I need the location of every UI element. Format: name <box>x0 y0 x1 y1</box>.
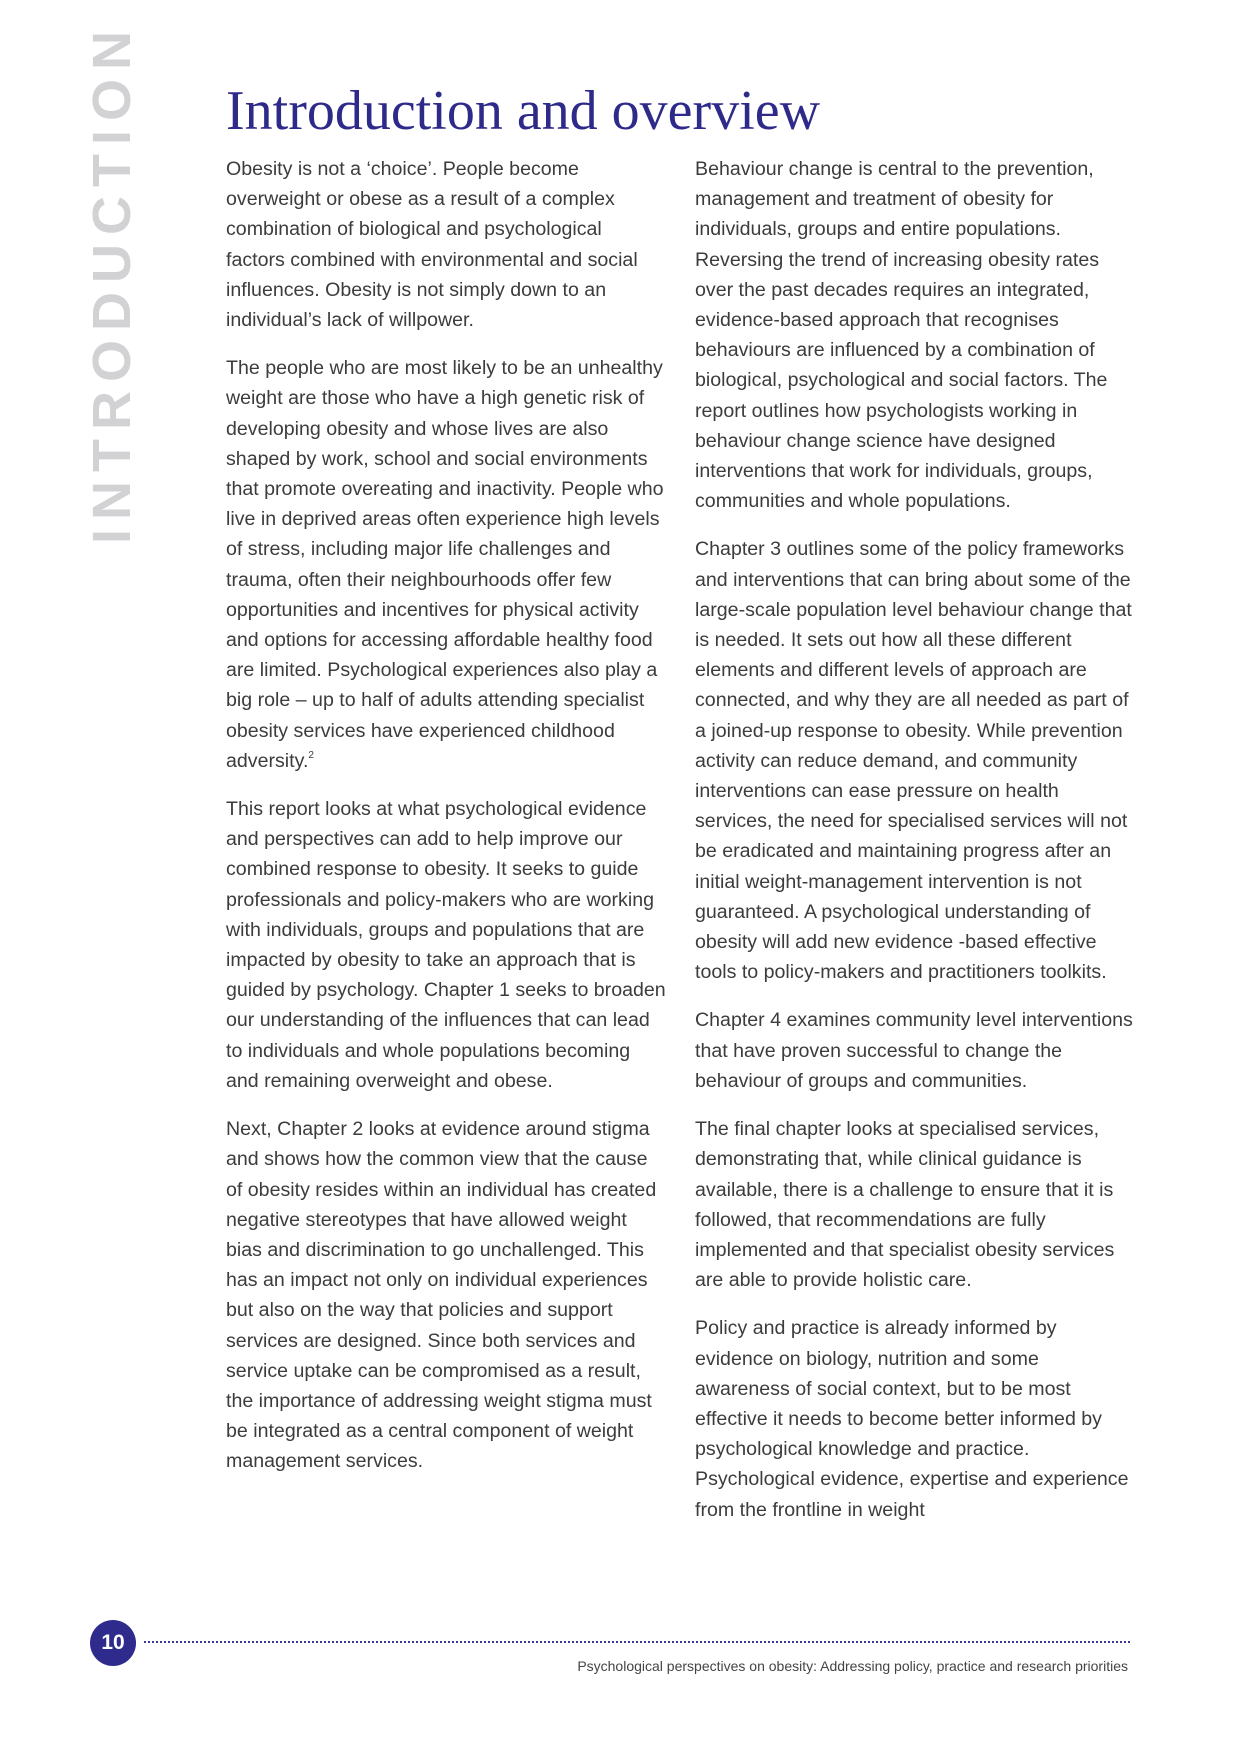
paragraph: Chapter 4 examines community level interventions that have proven successful to change the behaviour of groups and communities. <box>695 1009 1133 1092</box>
footer-publication-title: Psychological perspectives on obesity: Addressing policy, practice and research priorities <box>577 1658 1128 1674</box>
page-number-badge: 10 <box>90 1620 136 1666</box>
footnote-reference: 2 <box>308 749 314 761</box>
section-side-label <box>82 22 142 544</box>
paragraph: Policy and practice is already informed by evidence on biology, nutrition and some awareness of social context, but to be most effective it needs to become better informed by psychological knowledge and practice. Psychological evidence, expertise and experience from the frontline in weight <box>695 1317 1129 1521</box>
paragraph: Behaviour change is central to the prevention, management and treatment of obesity for individuals, groups and entire populations. Reversing the trend of increasing obesity rates over the past decades requires an integrated, evidence-based approach that recognises behaviours are influenced by a combination of biological, psychological and social factors. The report outlines how psychologists working in behaviour change science have designed interventions that work for individuals, groups, communities and whole populations. <box>695 158 1108 513</box>
left-column <box>226 154 666 1495</box>
section-side-label-text: INTRODUCTION <box>82 22 142 544</box>
page-title: Introduction and overview <box>226 80 821 142</box>
paragraph <box>226 353 666 776</box>
paragraph-text: The people who are most likely to be an unhealthy weight are those who have a high genetic risk of developing obesity and whose lives are also shaped by work, school and social environments that promote overeating and inactivity. People who live in deprived areas often experience high levels of stress, including major life challenges and trauma, often their neighbourhoods offer few opportunities and incentives for physical activity and options for accessing affordable healthy food are limited. Psychological experiences also play a big role – up to half of adults attending specialist obesity services have experienced childhood adversity. <box>226 357 664 772</box>
paragraph: Chapter 3 outlines some of the policy frameworks and interventions that can bring about some of the large-scale population level behaviour change that is needed. It sets out how all these different elements and different levels of approach are connected, and why they are all needed as part of a joined-up response to obesity. While prevention activity can reduce demand, and community interventions can ease pressure on health services, the need for specialised services will not be eradicated and maintaining progress after an initial weight-management intervention is not guaranteed. A psychological understanding of obesity will add new evidence -based effective tools to policy-makers and practitioners toolkits. <box>695 538 1132 984</box>
paragraph: The final chapter looks at specialised services, demonstrating that, while clinical guidance is available, there is a challenge to ensure that it is followed, that recommendations are fully implemented and that specialist obesity services are able to provide holistic care. <box>695 1118 1115 1292</box>
paragraph: Next, Chapter 2 looks at evidence around stigma and shows how the common view that the cause of obesity resides within an individual has created negative stereotypes that have allowed weight bias and discrimination to go unchallenged. This has an impact not only on individual experiences but also on the way that policies and support services are designed. Since both services and service uptake can be compromised as a result, the importance of addressing weight stigma must be integrated as a central component of weight management services. <box>226 1118 657 1473</box>
paragraph: Obesity is not a ‘choice’. People become overweight or obese as a result of a complex combination of biological and psychological factors combined with environmental and social influences. Obesity is not simply down to an individual’s lack of willpower. <box>226 158 638 332</box>
right-column <box>695 154 1137 1543</box>
footer-divider <box>144 1641 1130 1643</box>
paragraph: This report looks at what psychological evidence and perspectives can add to help improve our combined response to obesity. It seeks to guide professionals and policy-makers who are working with individuals, groups and populations that are impacted by obesity to take an approach that is guided by psychology. Chapter 1 seeks to broaden our understanding of the influences that can lead to individuals and whole populations becoming and remaining overweight and obese. <box>226 798 666 1092</box>
